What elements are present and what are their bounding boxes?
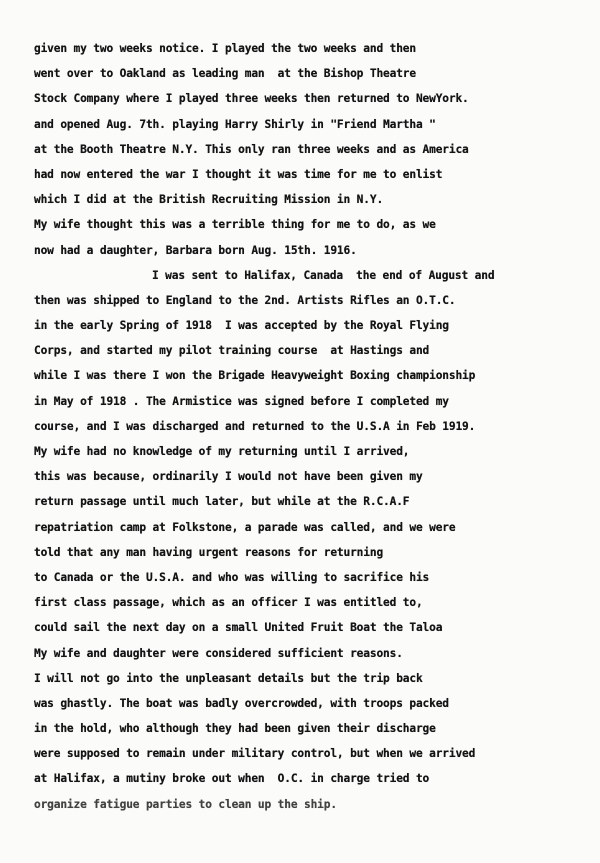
text-line: went over to Oakland as leading man at the Bishop Theatre bbox=[34, 67, 416, 81]
text-line: while I was there I won the Brigade Heavyweight Boxing championship bbox=[34, 369, 476, 383]
text-line: repatriation camp at Folkstone, a parade was called, and we were bbox=[34, 520, 456, 534]
text-line: could sail the next day on a small United Fruit Boat the Taloa bbox=[34, 621, 443, 635]
text-line: return passage until much later, but while at the R.C.A.F bbox=[34, 495, 410, 509]
text-line: told that any man having urgent reasons for returning bbox=[34, 545, 384, 559]
text-line: this was because, ordinarily I would not have been given my bbox=[34, 470, 423, 484]
text-line: Corps, and started my pilot training course at Hastings and bbox=[34, 344, 430, 358]
text-line: had now entered the war I thought it was time for me to enlist bbox=[34, 167, 443, 181]
text-line: to Canada or the U.S.A. and who was willing to sacrifice his bbox=[34, 570, 430, 584]
text-line: given my two weeks notice. I played the two weeks and then bbox=[34, 42, 416, 55]
text-line: were supposed to remain under military control, but when we arrived bbox=[34, 747, 476, 761]
text-line: I will not go into the unpleasant details but the trip back bbox=[34, 671, 423, 685]
text-line: My wife had no knowledge of my returning until I arrived, bbox=[34, 445, 410, 458]
text-line: which I did at the British Recruiting Mission in N.Y. bbox=[34, 193, 384, 207]
text-line: and opened Aug. 7th. playing Harry Shirly in "Friend Martha " bbox=[34, 117, 436, 131]
text-line: first class passage, which as an officer I was entitled to, bbox=[34, 596, 423, 610]
text-line: course, and I was discharged and returned to the U.S.A in Feb 1919. bbox=[34, 419, 476, 433]
text-line: then was shipped to England to the 2nd. Artists Rifles an O.T.C. bbox=[34, 293, 456, 307]
text-line: was ghastly. The boat was badly overcrowded, with troops packed bbox=[34, 696, 449, 710]
text-line: Stock Company where I played three weeks then returned to NewYork. bbox=[34, 92, 469, 106]
text-line: at the Booth Theatre N.Y. This only ran three weeks and as America bbox=[34, 142, 469, 156]
text-line: My wife and daughter were considered sufficient reasons. bbox=[34, 646, 403, 660]
text-body bbox=[34, 36, 594, 817]
text-line: organize fatigue parties to clean up the ship. bbox=[34, 797, 337, 811]
text-line: at Halifax, a mutiny broke out when O.C. in charge tried to bbox=[34, 772, 430, 786]
text-line: now had a daughter, Barbara born Aug. 15th. 1916. bbox=[34, 243, 357, 257]
text-line: My wife thought this was a terrible thing for me to do, as we bbox=[34, 218, 436, 232]
text-line: in May of 1918 . The Armistice was signed before I completed my bbox=[34, 394, 449, 408]
text-line: in the hold, who although they had been given their discharge bbox=[34, 722, 436, 736]
text-line: I was sent to Halifax, Canada the end of August and bbox=[152, 268, 495, 282]
text-line: in the early Spring of 1918 I was accepted by the Royal Flying bbox=[34, 319, 449, 333]
